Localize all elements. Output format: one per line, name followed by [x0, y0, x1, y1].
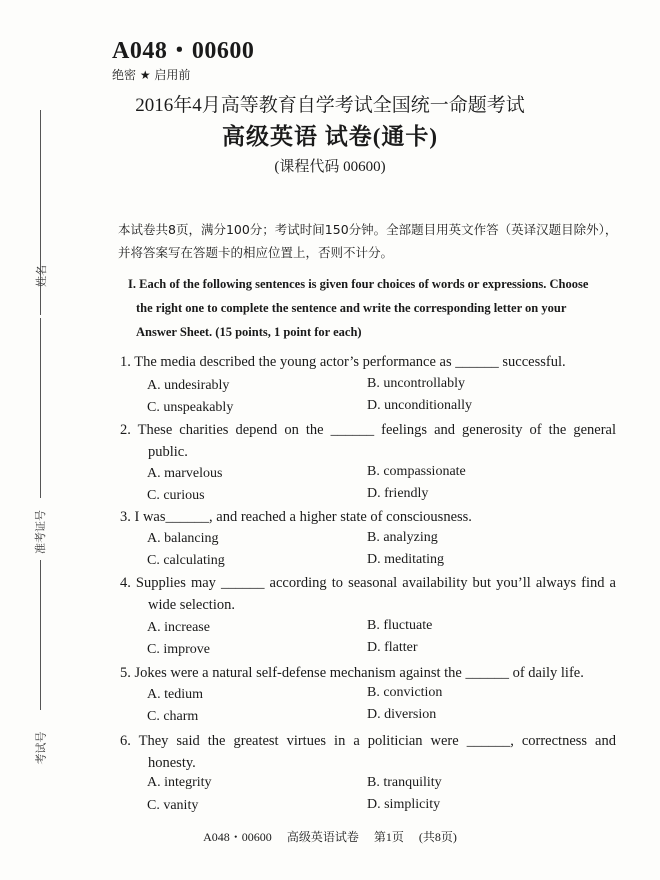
- question-3-option-c: C. calculating: [147, 553, 225, 568]
- question-3-stem: 3. I was______, and reached a higher state of consciousness.: [120, 509, 472, 525]
- question-1-option-d: D. unconditionally: [367, 398, 472, 413]
- instructions-line-1: 本试卷共8页，满分100分；考试时间150分钟。全部题目用英文作答（英译汉题目除外），: [118, 222, 618, 237]
- confidential-mark: 绝密 ★ 启用前: [112, 68, 191, 82]
- question-6-option-d: D. simplicity: [367, 797, 441, 812]
- question-4-stem: 4. Supplies may ______ according to seasonal availability but you’ll always find a: [120, 575, 616, 591]
- footer-paper-code: A048・00600: [203, 830, 272, 844]
- exam-title: 2016年4月高等教育自学考试全国统一命题考试: [135, 95, 525, 116]
- name-field-label: 姓名: [35, 265, 48, 287]
- question-6-stem: 6. They said the greatest virtues in a politician were ______, correctness and: [120, 733, 616, 749]
- section-heading-line-3: Answer Sheet. (15 points, 1 point for each): [136, 325, 362, 339]
- question-1-stem: 1. The media described the young actor’s performance as ______ successful.: [120, 354, 566, 370]
- question-6-continuation: honesty.: [148, 755, 196, 771]
- question-2-continuation: public.: [148, 444, 188, 460]
- question-4-option-a: A. increase: [147, 620, 210, 635]
- question-6-option-c: C. vanity: [147, 798, 199, 813]
- question-5-option-c: C. charm: [147, 709, 199, 724]
- instructions-line-2: 并将答案写在答题卡的相应位置上，否则不计分。: [118, 245, 394, 260]
- question-4-option-d: D. flatter: [367, 640, 418, 655]
- question-3-option-a: A. balancing: [147, 531, 219, 546]
- question-5-option-a: A. tedium: [147, 687, 203, 702]
- question-1-option-a: A. undesirably: [147, 378, 230, 393]
- footer-total-pages: (共8页): [418, 830, 457, 844]
- question-1-option-c: C. unspeakably: [147, 400, 234, 415]
- paper-title: 高级英语 试卷(通卡): [221, 124, 439, 149]
- question-2-option-d: D. friendly: [367, 486, 429, 501]
- question-1-option-b: B. uncontrollably: [367, 376, 465, 391]
- question-2-option-a: A. marvelous: [147, 466, 223, 481]
- question-3-option-d: D. meditating: [367, 552, 444, 567]
- question-2-option-b: B. compassionate: [367, 464, 466, 479]
- question-4-continuation: wide selection.: [148, 597, 235, 613]
- course-code: (课程代码 00600): [274, 159, 386, 175]
- section-heading-line-2: the right one to complete the sentence and write the corresponding letter on your: [136, 301, 567, 315]
- seat-number-field-label: 考试号: [34, 731, 48, 765]
- question-5-option-b: B. conviction: [367, 685, 443, 700]
- question-2-stem: 2. These charities depend on the ______ feelings and generosity of the general: [120, 422, 616, 438]
- footer-subject: 高级英语试卷: [286, 830, 359, 844]
- page-footer: [0, 828, 660, 845]
- paper-code: A048・00600: [112, 38, 255, 64]
- admission-number-field-line: [40, 318, 41, 498]
- admission-number-field-label: 准考证号: [34, 510, 47, 554]
- section-heading-line-1: I. Each of the following sentences is given four choices of words or expressions. Choose: [128, 277, 589, 291]
- footer-page-number: 第1页: [373, 830, 404, 844]
- question-4-option-c: C. improve: [147, 642, 210, 657]
- question-2-option-c: C. curious: [147, 488, 205, 503]
- question-4-option-b: B. fluctuate: [367, 618, 433, 633]
- question-5-stem: 5. Jokes were a natural self-defense mechanism against the ______ of daily life.: [120, 665, 584, 681]
- question-3-option-b: B. analyzing: [367, 530, 438, 545]
- question-6-option-b: B. tranquility: [367, 775, 442, 790]
- question-6-option-a: A. integrity: [147, 775, 212, 790]
- question-5-option-d: D. diversion: [367, 707, 437, 722]
- seat-number-field-line: [40, 560, 41, 710]
